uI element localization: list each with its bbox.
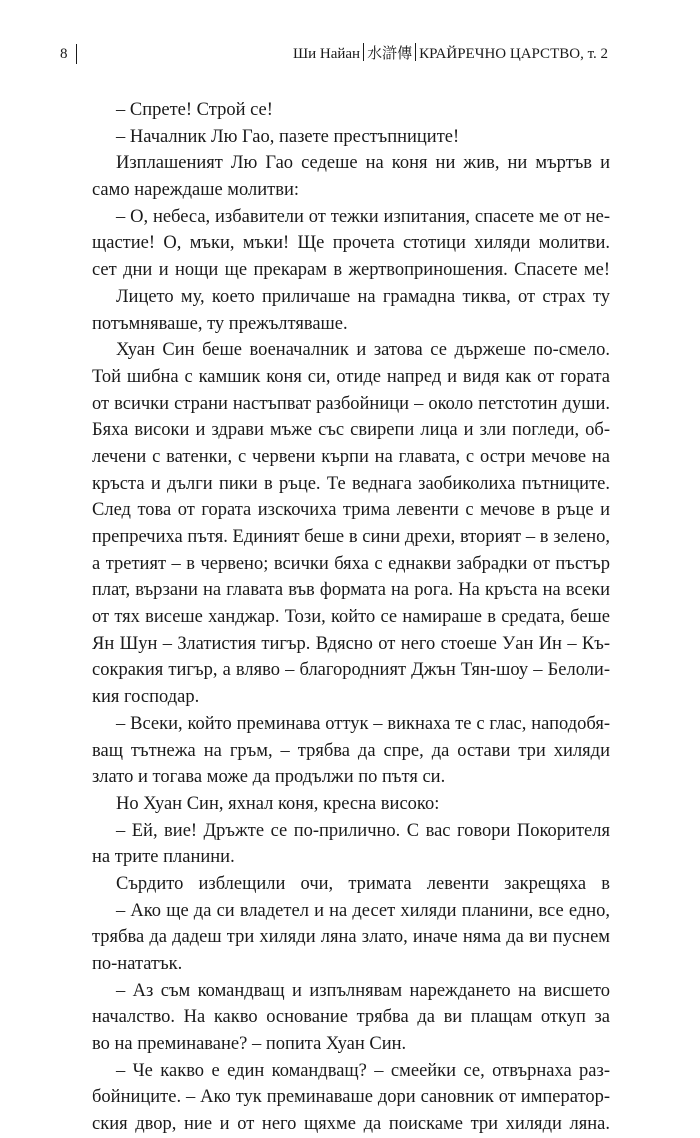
text-line: потъмняваше, ту прежълтяваше. [92, 313, 348, 334]
text-line: кия господар. [92, 687, 200, 708]
text-line: – Ако ще да си владетел и на десет хиляди планини, все едно, [116, 900, 610, 921]
text-line: Той шибна с камшик коня си, отиде напред и видя как от гората [92, 366, 610, 387]
text-line: – Спрете! Строй се! [116, 100, 273, 120]
original-title: 水滸傳 [367, 46, 413, 62]
running-head-separator [415, 43, 416, 61]
text-line: – Ей, вие! Дръжте се по-прилично. С вас говори Покорителя [116, 820, 610, 841]
text-line: а третият – в червено; всички бяха с еднакви забрадки от пъстър [92, 553, 610, 574]
body-text [92, 97, 610, 1138]
text-line: по-нататък. [92, 954, 183, 974]
text-line: ския двор, ние и от него щяхме да поискаме три хиляди ляна. [92, 1114, 610, 1135]
text-line: Ян Шун – Златистия тигър. Вдясно от него стоеше Уан Ин – Къ- [92, 633, 610, 654]
text-line: щастие! О, мъки, мъки! Ще прочета стотици хиляди молитви. [92, 233, 610, 254]
text-line: само нареждаше молитви: [92, 180, 299, 201]
text-line: плат, вързани на главата във формата на рога. На кръста на всеки [92, 580, 610, 601]
text-line: – Всеки, който преминава оттук – викнаха те с глас, наподобя- [116, 713, 610, 734]
text-line: Лицето му, което приличаше на грамадна тиква, от страх ту [116, 286, 610, 307]
text-line: началство. На какво основание трябва да ви плащам откуп за [92, 1007, 610, 1028]
text-line: ващ тътнежа на гръм, – трябва да спре, да остави три хиляди [92, 740, 610, 761]
text-line: – Аз съм командващ и изпълнявам нареждането на висшето [116, 980, 610, 1001]
text-line: во на преминаване? – попита Хуан Син. [92, 1034, 407, 1055]
text-line: злато и тогава може да продължи по пътя си. [92, 767, 446, 788]
text-line: лечени с ватенки, с червени кърпи на главата, с остри мечове на [92, 446, 610, 467]
text-line: Хуан Син беше военачалник и затова се държеше по-смело. [116, 340, 610, 361]
running-head-separator [363, 43, 364, 61]
text-line: сокракия тигър, а вляво – благородният Джън Тян-шоу – Белоли- [92, 660, 610, 681]
header-divider [76, 44, 77, 64]
text-line: препречиха пътя. Единият беше в сини дрехи, вторият – в зелено, [92, 527, 610, 547]
text-line: Сърдито изблещили очи, тримата левенти закрещяха в [116, 873, 610, 894]
text-line: кръста и дълги пики в ръце. Те веднага заобиколиха пътниците. [92, 473, 610, 494]
text-line: от тях висеше ханджар. Този, който се намираше в средата, беше [92, 607, 610, 628]
page-header [60, 41, 608, 67]
text-line: Бяха високи и здрави мъже със свирепи лица и зли погледи, об- [92, 420, 610, 441]
text-line: Изплашеният Лю Гао седеше на коня ни жив, ни мъртъв и [116, 153, 610, 174]
text-line: от всички страни настъпват разбойници – около петстотин души. [92, 393, 610, 414]
text-line: – Че какво е един командващ? – смеейки се, отвърнаха раз- [116, 1060, 610, 1081]
author-name: Ши Найан [292, 46, 361, 62]
running-head [293, 41, 608, 67]
text-line: сет дни и нощи ще прекарам в жертвоприношения. Спасете ме! [92, 260, 610, 281]
book-title: КРАЙРЕЧНО ЦАРСТВО, т. 2 [419, 46, 608, 62]
text-line: Но Хуан Син, яхнал коня, кресна високо: [116, 793, 440, 814]
text-line: – О, небеса, избавители от тежки изпитания, спасете ме от не- [116, 206, 610, 227]
text-line: трябва да дадеш три хиляди ляна злато, иначе няма да ви пуснем [92, 927, 610, 948]
page-number: 8 [60, 46, 68, 62]
text-line: След това от гората изскочиха трима левенти с мечове в ръце и [92, 500, 610, 521]
text-line: на трите планини. [92, 847, 235, 868]
text-line: – Началник Лю Гао, пазете престъпниците! [116, 126, 460, 147]
text-line: бойниците. – Ако тук преминаваше дори сановник от император- [92, 1087, 610, 1108]
